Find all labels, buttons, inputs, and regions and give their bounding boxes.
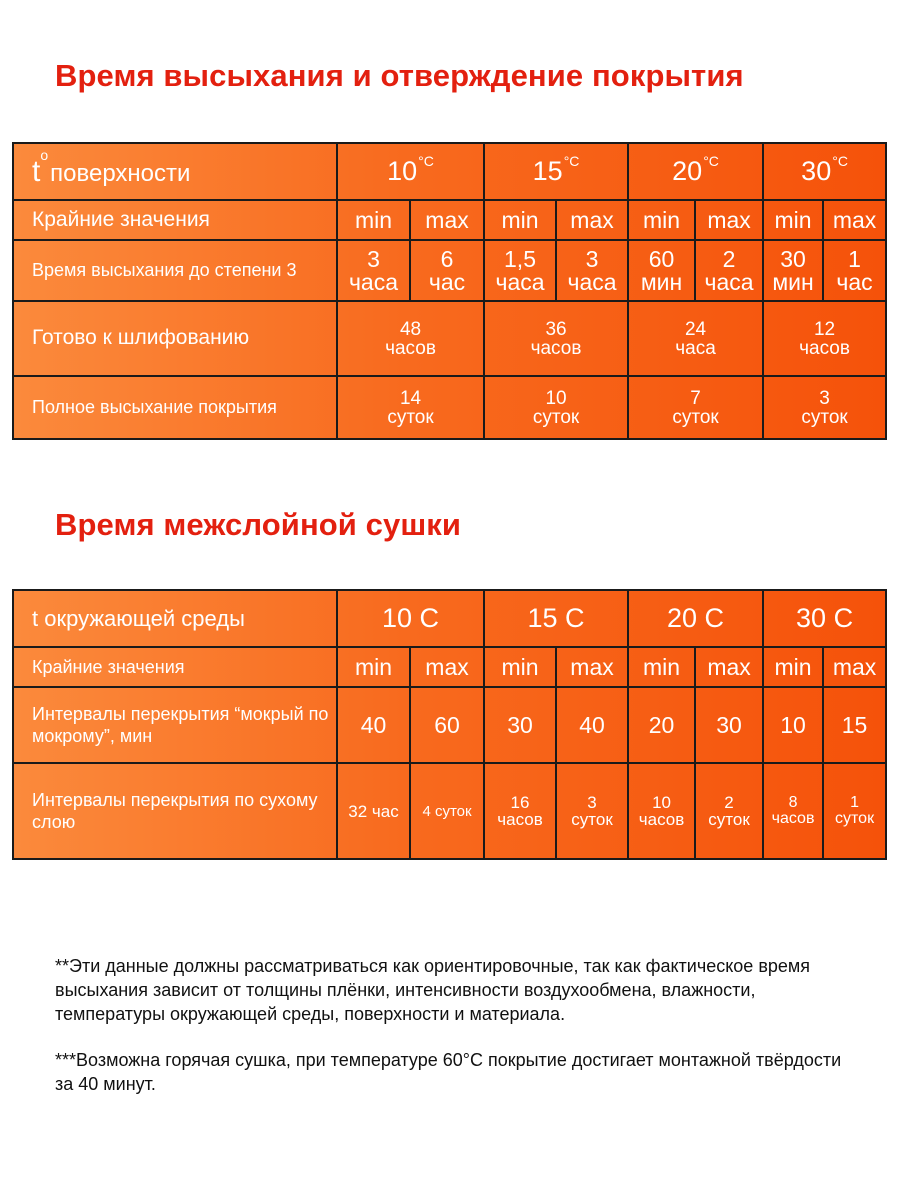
table-row (13, 376, 886, 439)
table-row (13, 200, 886, 240)
value-cell: 60 мин (628, 240, 695, 301)
temp-header-20: 20 C (628, 590, 763, 647)
interlayer-table (12, 589, 887, 860)
max-label: max (695, 200, 763, 240)
ambient-temp-header: t окружающей среды (13, 590, 337, 647)
value-cell: 4 суток (410, 763, 484, 859)
unit-celsius: °C (703, 153, 719, 169)
footnote-approximate: **Эти данные должны рассматриваться как ориентировочные, так как фактическое время высыхания зависит от толщины плёнки, интенсивности воздухообмена, влажности, температуры окружающей среды, поверхности и материала. (55, 956, 811, 1024)
value-cell: 3 часа (337, 240, 410, 301)
value-cell: 48 часов (337, 301, 484, 376)
value-cell: 60 (410, 687, 484, 763)
degree-mark: o (40, 146, 49, 163)
value-cell: 30 мин (763, 240, 823, 301)
value-cell: 1 час (823, 240, 886, 301)
value-cell: 40 (556, 687, 628, 763)
min-label: min (763, 200, 823, 240)
value-cell: 14 суток (337, 376, 484, 439)
value-cell: 3 часа (556, 240, 628, 301)
unit-celsius: °C (563, 153, 580, 169)
value-cell: 32 час (337, 763, 410, 859)
value-cell: 8 часов (763, 763, 823, 859)
temp-header-20: $20^{^\circ C}$ (628, 143, 763, 200)
row-label-full-cure: Полное высыхание покрытия (13, 376, 337, 439)
drying-title: Время высыхания и отверждение покрытия (55, 58, 744, 93)
row-label-wet-on-wet: Интервалы перекрытия “мокрый по мокрому”, мин (13, 687, 337, 763)
value-cell: 12 часов (763, 301, 886, 376)
max-label: max (823, 200, 886, 240)
unit-celsius: °C (832, 153, 848, 169)
unit-celsius: °C (418, 153, 434, 169)
value-cell: 30 (695, 687, 763, 763)
value-cell: 10 (763, 687, 823, 763)
table-row (13, 763, 886, 859)
footnotes (55, 955, 855, 1119)
max-label: max (823, 647, 886, 687)
min-label: min (628, 647, 695, 687)
value-cell: 36 часов (484, 301, 628, 376)
min-label: min (337, 647, 410, 687)
value-cell: 3 суток (763, 376, 886, 439)
drying-table (12, 142, 887, 440)
table-row (13, 143, 886, 200)
row-label-dry-layer: Интервалы перекрытия по сухому слою (13, 763, 337, 859)
value-cell: 1,5 часа (484, 240, 556, 301)
temp-header-15: $15^{^\circ C}$ (484, 143, 628, 200)
value-cell: 24 часа (628, 301, 763, 376)
table-row (13, 301, 886, 376)
min-label: min (763, 647, 823, 687)
value-cell: 2 часа (695, 240, 763, 301)
temp-header-30: 30 C (763, 590, 886, 647)
max-label: max (410, 200, 484, 240)
min-label: min (628, 200, 695, 240)
extremes-label: Крайние значения (13, 200, 337, 240)
min-label: min (484, 647, 556, 687)
temp-header-15: 15 C (484, 590, 628, 647)
value-cell: 6 час (410, 240, 484, 301)
value-cell: 40 (337, 687, 410, 763)
value-cell: 2 суток (695, 763, 763, 859)
value-cell: 7 суток (628, 376, 763, 439)
min-label: min (484, 200, 556, 240)
t-symbol: t (32, 154, 41, 188)
footnote-hot-drying: ***Возможна горячая сушка, при температуре 60°С покрытие достигает монтажной твёрдости за 40 минут. (55, 1049, 842, 1094)
interlayer-title: Время межслойной сушки (55, 507, 462, 542)
table-row (13, 240, 886, 301)
max-label: max (556, 200, 628, 240)
value-cell: 10 часов (628, 763, 695, 859)
table-row (13, 590, 886, 647)
header-label: поверхности (50, 159, 191, 187)
row-label-ready-to-sand: Готово к шлифованию (13, 301, 337, 376)
table-row (13, 687, 886, 763)
temp-header-10: 10 C (337, 590, 484, 647)
temp-header-30: $30^{^\circ C}$ (763, 143, 886, 200)
max-label: max (695, 647, 763, 687)
value-cell: 1 суток (823, 763, 886, 859)
value-cell: 10 суток (484, 376, 628, 439)
table-row (13, 647, 886, 687)
value-cell: 3 суток (556, 763, 628, 859)
value-cell: 15 (823, 687, 886, 763)
min-label: min (337, 200, 410, 240)
extremes-label: Крайние значения (13, 647, 337, 687)
value-cell: 30 (484, 687, 556, 763)
surface-temp-header (13, 143, 337, 200)
max-label: max (410, 647, 484, 687)
row-label-dry-to-degree-3: Время высыхания до степени 3 (13, 240, 337, 301)
max-label: max (556, 647, 628, 687)
value-cell: 20 (628, 687, 695, 763)
value-cell: 16 часов (484, 763, 556, 859)
temp-header-10: $10^{^\circ C}$ (337, 143, 484, 200)
